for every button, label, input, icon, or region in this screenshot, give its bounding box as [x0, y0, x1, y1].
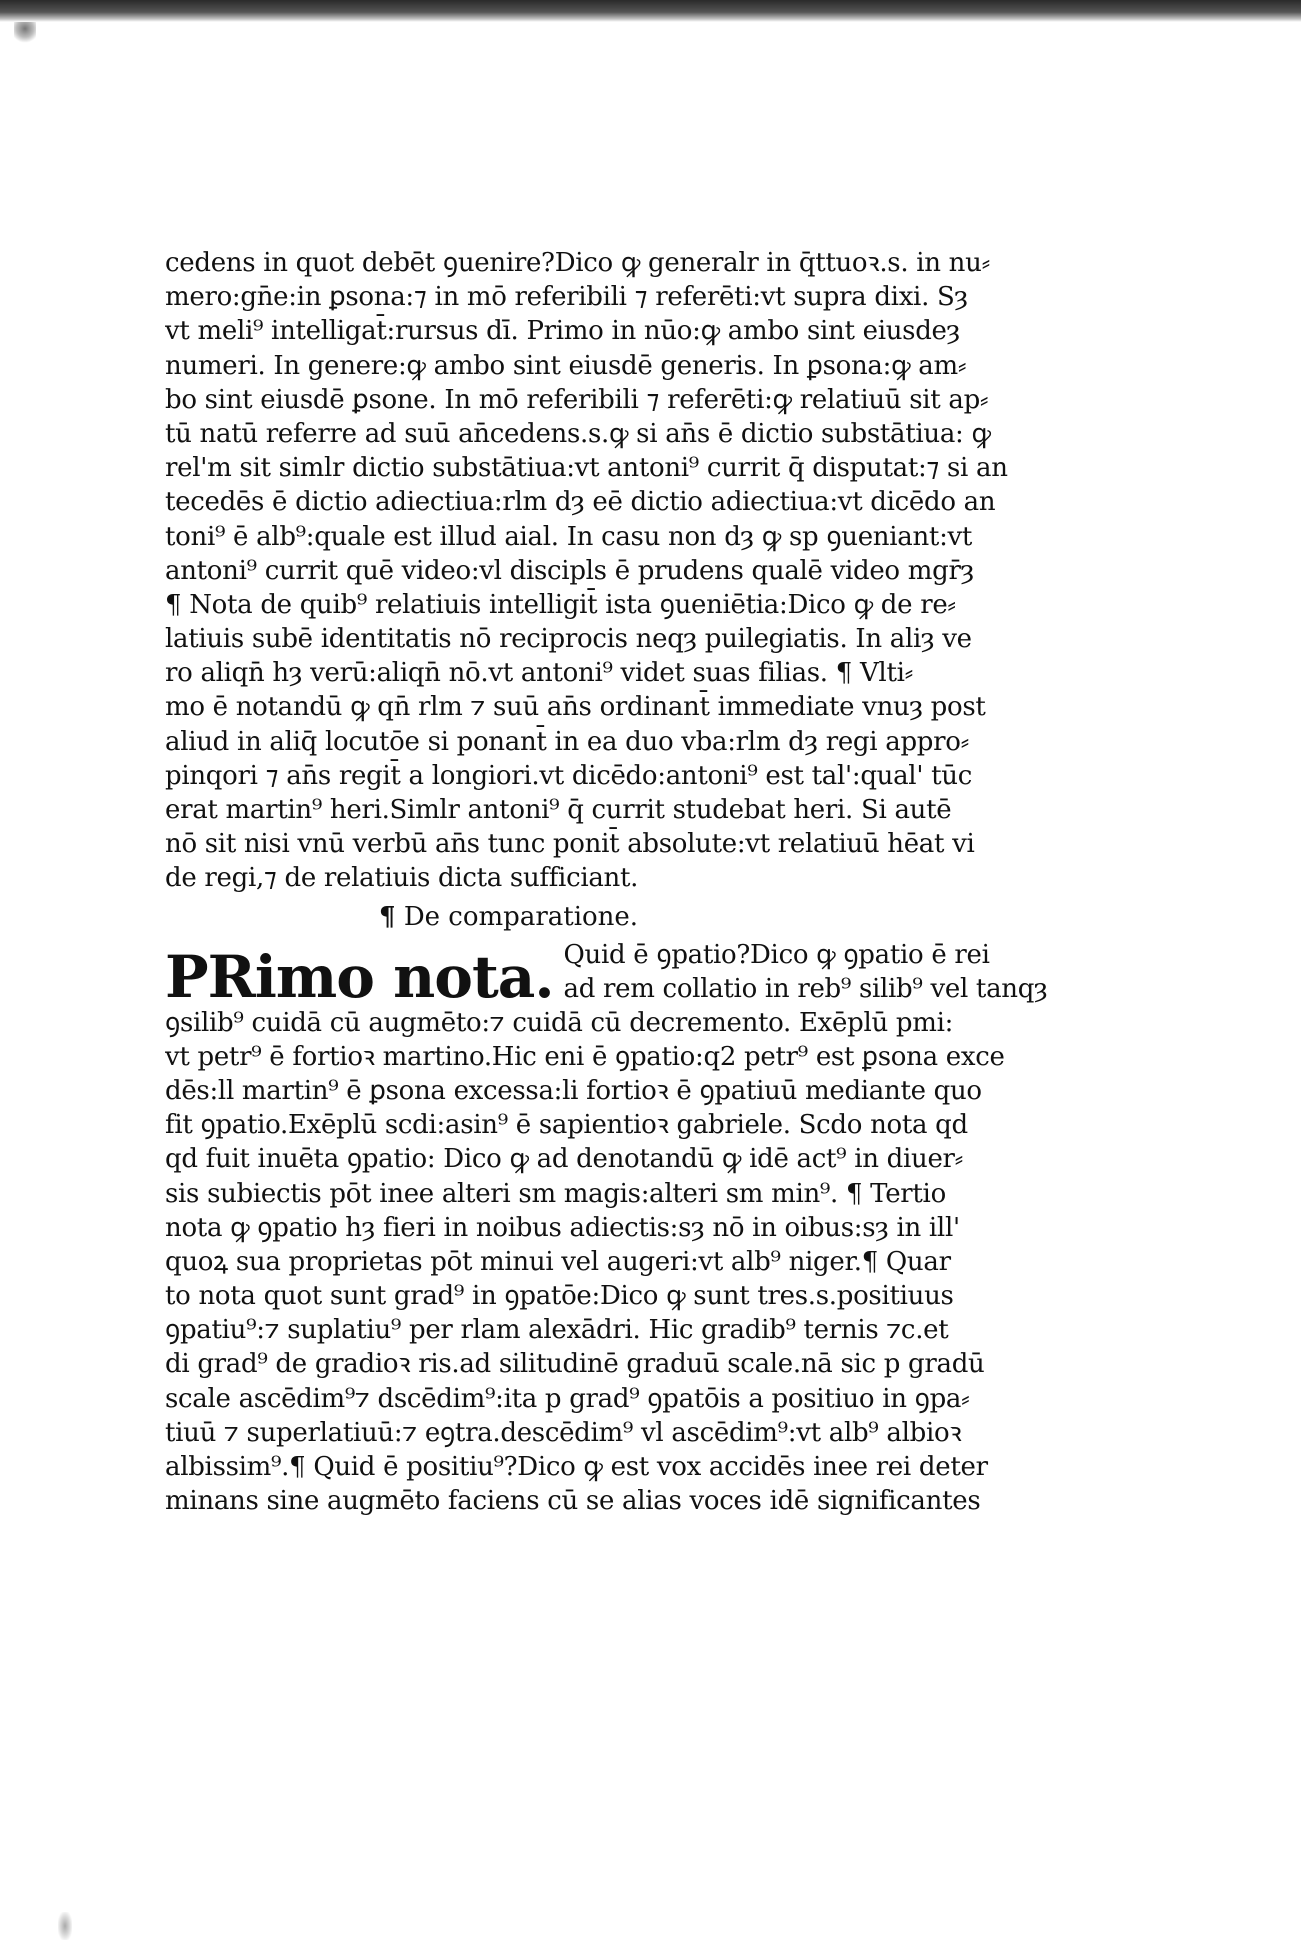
section-heading-text: De comparatione. [403, 901, 639, 932]
text-line: bo sint eiusdē ꝑsone. In mō referibili ⁊ referēti:ꝙ relatiuū sit ap⸗ [165, 384, 989, 415]
text-line: rel'm sit simlr dictio substātiua:vt antoni⁹ currit q̄ disputat:⁊ si an [165, 453, 1008, 484]
initial-adjacent-lines [564, 938, 1048, 1006]
text-line: scale ascēdim⁹⁊ dscēdim⁹:ita p grad⁹ ꝯpatōis a positiuo in ꝯpa⸗ [165, 1383, 970, 1414]
text-line: tiuū ⁊ superlatiuū:⁊ eꝯtra.descēdim⁹ vl ascēdim⁹:vt alb⁹ albioꝛ [165, 1417, 962, 1448]
text-line: ꝯsilib⁹ cuidā cū augmēto:⁊ cuidā cū decremento. Exēplū pmi: [165, 1007, 954, 1038]
scan-corner-mark [14, 22, 36, 44]
text-line: cedens in quot debēt ꝯuenire?Dico ꝙ generalr in q̄ttuoꝛ.s. in nu⸗ [165, 248, 990, 278]
text-line: toni⁹ ē alb⁹:quale est illud aial. In casu non dȝ ꝙ sp ꝯueniant:vt [165, 521, 973, 552]
text-line: aliud in aliq̄ locutōe si ponant̄ in ea duo vba:rlm dȝ regi appro⸗ [165, 726, 969, 757]
text-line: tecedēs ē dictio adiectiua:rlm dȝ eē dictio adiectiua:vt dicēdo an [165, 487, 996, 518]
text-line: ꝯpatiu⁹:⁊ suplatiu⁹ per rlam alexādri. Hic gradib⁹ ternis ⁊c.et [165, 1315, 949, 1346]
scan-top-edge [0, 0, 1301, 22]
text-block-upper [165, 246, 1015, 896]
pilcrow-mark: ¶ [379, 901, 396, 932]
text-line: to nota quot sunt grad⁹ in ꝯpatōe:Dico ꝙ sunt tres.s.positiuus [165, 1281, 954, 1312]
text-line: dēs:ll martin⁹ ē ꝑsona excessa:li fortioꝛ ē ꝯpatiuū mediante quo [165, 1075, 982, 1106]
text-line: minans sine augmēto faciens cū se alias voces idē significantes [165, 1486, 981, 1517]
text-line: vt petr⁹ ē fortioꝛ martino.Hic eni ē ꝯpatio:q2 petr⁹ est ꝑsona exce [165, 1041, 1005, 1072]
text-line: ¶ Nota de quib⁹ relatiuis intelligit̄ ista ꝯueniētia:Dico ꝙ de re⸗ [165, 589, 956, 620]
text-line: nō sit nisi vnū verbū an̄s tunc ponit̄ absolute:vt relatiuū hēat vi [165, 829, 975, 860]
text-line: nota ꝙ ꝯpatio hȝ fieri in noibus adiectis:sȝ nō in oibus:sȝ in ill' [165, 1212, 960, 1243]
text-line: qd fuit inuēta ꝯpatio: Dico ꝙ ad denotandū ꝙ idē act⁹ in diuer⸗ [165, 1144, 964, 1175]
text-line: di grad⁹ de gradioꝛ ris.ad silitudinē graduū scale.nā sic p gradū [165, 1349, 985, 1380]
page-body [165, 246, 1048, 1518]
text-line: antoni⁹ currit quē video:vl discipls ē prudens qualē video mgr̄ȝ [165, 555, 974, 586]
text-line: ad rem collatio in reb⁹ silib⁹ vel tanqȝ [563, 973, 1048, 1004]
text-line: quoꝝ sua proprietas pōt minui vel augeri:vt alb⁹ niger.¶ Quar [165, 1246, 951, 1277]
text-line: numeri. In genere:ꝙ ambo sint eiusdē generis. In ꝑsona:ꝙ am⸗ [165, 350, 967, 381]
text-line: sis subiectis pōt inee alteri sm magis:alteri sm min⁹. ¶ Tertio [165, 1178, 946, 1209]
text-block-lower [165, 1006, 1015, 1519]
text-line: tū natū referre ad suū an̄cedens.s.ꝙ si an̄s ē dictio substātiua: ꝙ [165, 418, 991, 449]
text-line: Quid ē ꝯpatio?Dico ꝙ ꝯpatio ē rei [563, 939, 990, 970]
text-line: mero:gn̄e:in ꝑsona:⁊ in mō referibili ⁊ referēti:vt supra dixi. Sȝ [165, 282, 968, 313]
text-line: vt meli⁹ intelligat̄:rursus dī. Primo in nūo:ꝙ ambo sint eiusdeȝ [165, 316, 960, 347]
text-line: albissim⁹.¶ Quid ē positiu⁹?Dico ꝙ est vox accidēs inee rei deter [165, 1452, 988, 1482]
decorated-initial: PRimo nota. [165, 942, 554, 1011]
text-line: ro aliqn̄ hȝ verū:aliqn̄ nō.vt antoni⁹ videt suas filias. ¶ Vlti⸗ [165, 658, 913, 689]
text-line: fit ꝯpatio.Exēplū scdi:asin⁹ ē sapientioꝛ gabriele. Scdo nota qd [165, 1110, 968, 1141]
text-line: erat martin⁹ heri.Simlr antoni⁹ q̄ currit studebat heri. Si autē [165, 795, 952, 825]
text-line: latiuis subē identitatis nō reciprocis neqȝ puilegiatis. In aliȝ ve [165, 624, 972, 655]
section-heading [165, 896, 1015, 938]
text-line: de regi,⁊ de relatiuis dicta sufficiant. [165, 863, 639, 894]
text-line: mo ē notandū ꝙ qn̄ rlm ⁊ suū an̄s ordinant̄ immediate vnuȝ post [165, 692, 986, 723]
scan-smudge [58, 1912, 72, 1940]
text-line: pinqori ⁊ an̄s regit̄ a longiori.vt dicēdo:antoni⁹ est tal':qual' tūc [165, 760, 972, 791]
initial-block [165, 938, 1048, 1011]
